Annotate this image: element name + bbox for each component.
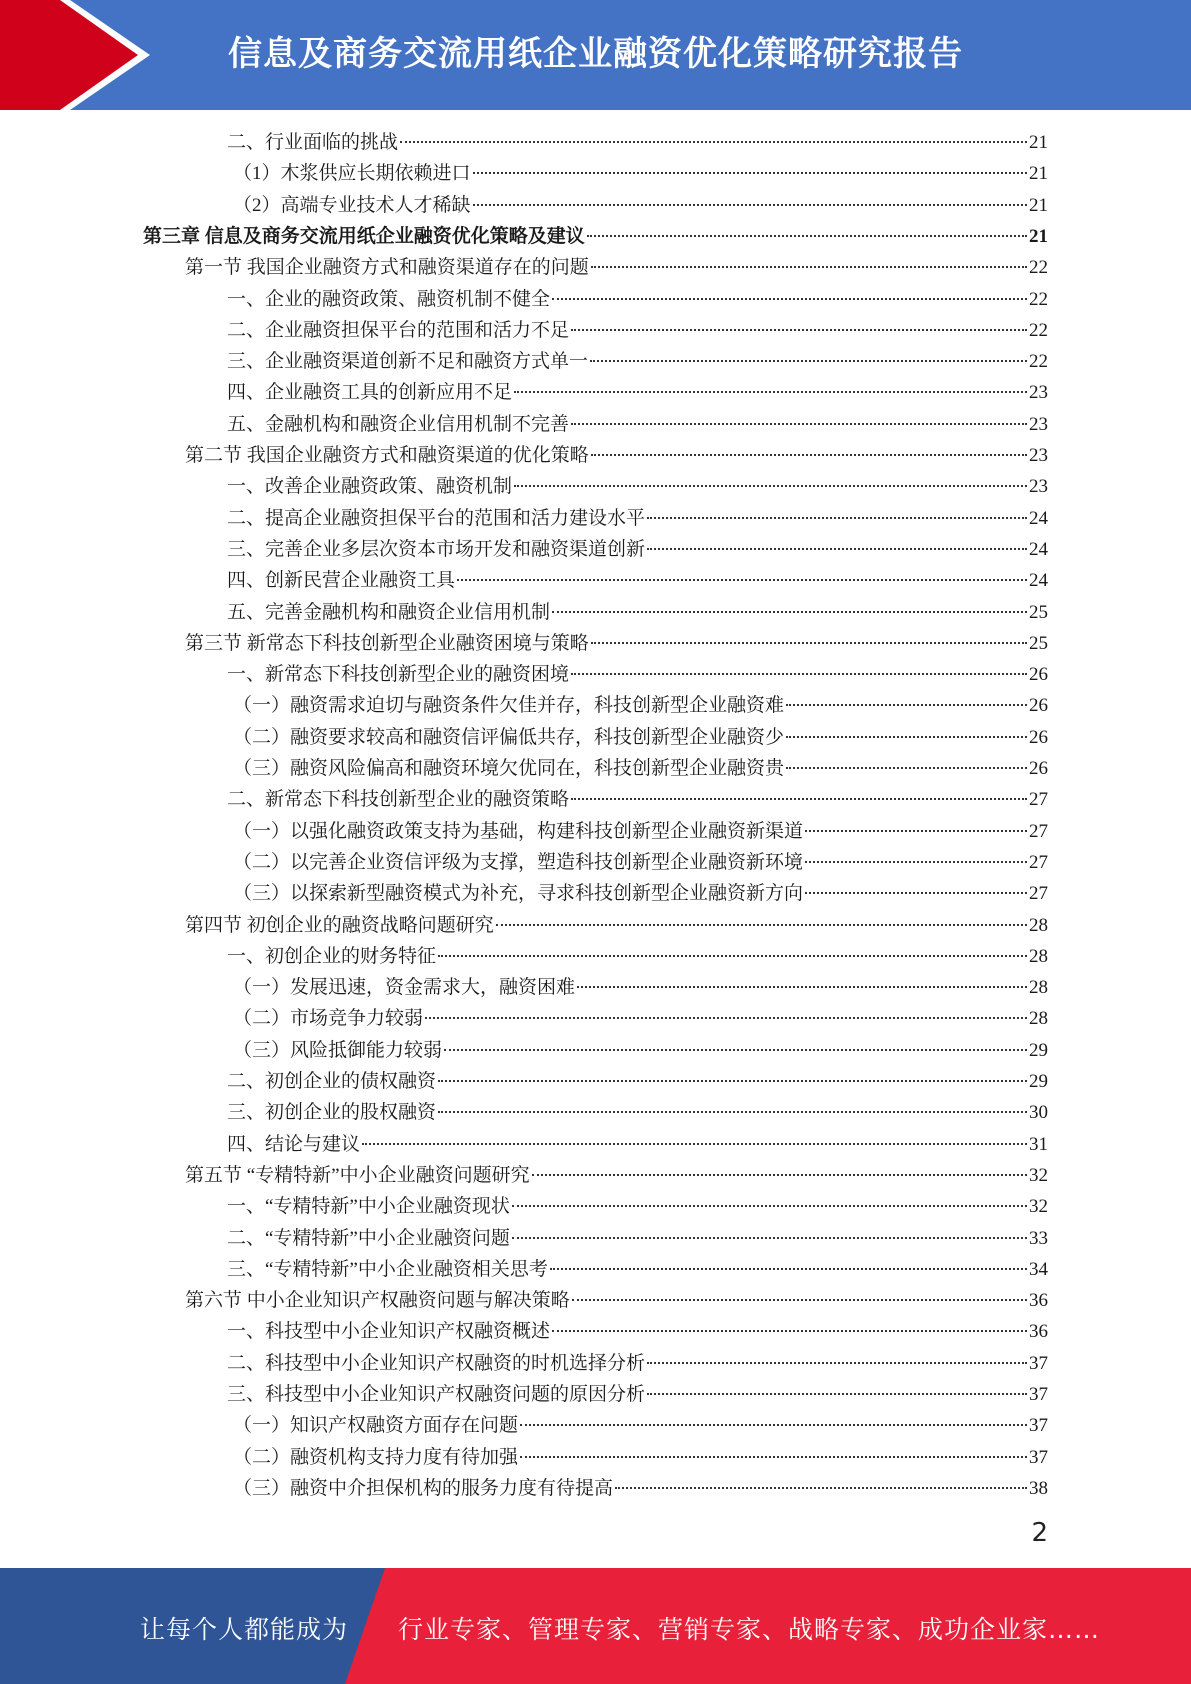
toc-entry-page: 26 <box>1029 695 1048 717</box>
toc-dot-leader <box>591 266 1027 268</box>
toc-entry-page: 26 <box>1029 664 1048 686</box>
toc-dot-leader <box>550 1268 1027 1270</box>
toc-dot-leader <box>591 642 1027 644</box>
toc-entry-title: （1）木浆供应长期依赖进口 <box>233 163 471 185</box>
toc-dot-leader <box>438 1111 1027 1113</box>
toc-dot-leader <box>786 704 1027 706</box>
toc-entry-title: （一）融资需求迫切与融资条件欠佳并存，科技创新型企业融资难 <box>233 695 785 717</box>
toc-entry-title: 三、完善企业多层次资本市场开发和融资渠道创新 <box>227 538 646 560</box>
toc-entry[interactable] <box>233 878 1048 909</box>
toc-entry-title: （2）高端专业技术人才稀缺 <box>233 194 471 216</box>
toc-entry[interactable] <box>227 597 1048 628</box>
toc-entry-page: 37 <box>1029 1415 1048 1437</box>
toc-entry-page: 27 <box>1029 820 1048 842</box>
toc-entry-page: 34 <box>1029 1258 1048 1280</box>
toc-entry-page: 27 <box>1029 851 1048 873</box>
toc-entry-title: （二）以完善企业资信评级为支撑，塑造科技创新型企业融资新环境 <box>233 851 804 873</box>
toc-entry[interactable] <box>227 503 1048 534</box>
toc-entry[interactable] <box>233 816 1048 847</box>
toc-entry-page: 21 <box>1029 163 1048 185</box>
toc-entry[interactable] <box>227 784 1048 815</box>
toc-entry-title: 第三章 信息及商务交流用纸企业融资优化策略及建议 <box>143 225 585 247</box>
toc-entry-title: 二、科技型中小企业知识产权融资的时机选择分析 <box>227 1352 646 1374</box>
toc-dot-leader <box>425 1017 1027 1019</box>
toc-entry-page: 28 <box>1029 945 1048 967</box>
toc-entry[interactable] <box>227 1191 1048 1222</box>
toc-dot-leader <box>552 298 1027 300</box>
toc-entry-page: 21 <box>1029 132 1048 153</box>
toc-entry-title: 第三节 新常态下科技创新型企业融资困境与策略 <box>185 632 589 654</box>
toc-entry-title: （二）融资要求较高和融资信评偏低共存，科技创新型企业融资少 <box>233 726 785 748</box>
toc-dot-leader <box>514 391 1027 393</box>
footer-slogan-left: 让每个人都能成为 <box>140 1615 349 1644</box>
toc-entry-title: （一）以强化融资政策支持为基础，构建科技创新型企业融资新渠道 <box>233 820 804 842</box>
toc-entry-title: 二、提高企业融资担保平台的范围和活力建设水平 <box>227 507 646 529</box>
toc-entry[interactable] <box>233 753 1048 784</box>
toc-entry-title: （一）发展迅速，资金需求大，融资困难 <box>233 977 576 999</box>
toc-entry-title: （二）融资机构支持力度有待加强 <box>233 1446 519 1468</box>
toc-entry-title: （三）融资风险偏高和融资环境欠优同在，科技创新型企业融资贵 <box>233 758 785 779</box>
toc-entry[interactable] <box>233 1473 1048 1504</box>
toc-entry-title: 一、初创企业的财务特征 <box>227 945 437 967</box>
toc-entry-page: 22 <box>1029 351 1048 373</box>
toc-entry-page: 22 <box>1029 288 1048 310</box>
toc-entry-page: 29 <box>1029 1039 1048 1061</box>
toc-entry[interactable] <box>227 941 1048 972</box>
toc-dot-leader <box>786 736 1027 738</box>
toc-entry-title: 第一节 我国企业融资方式和融资渠道存在的问题 <box>185 257 589 279</box>
toc-entry-page: 21 <box>1029 194 1048 216</box>
toc-entry-title: 五、金融机构和融资企业信用机制不完善 <box>227 413 570 435</box>
toc-entry-title: 四、创新民营企业融资工具 <box>227 570 456 592</box>
toc-entry[interactable] <box>185 1160 1048 1191</box>
toc-entry[interactable] <box>143 221 1048 252</box>
toc-dot-leader <box>473 172 1027 174</box>
toc-dot-leader <box>572 1299 1027 1301</box>
toc-dot-leader <box>786 767 1027 769</box>
toc-dot-leader <box>805 830 1027 832</box>
toc-entry-page: 31 <box>1029 1133 1048 1155</box>
toc-entry[interactable] <box>227 377 1048 408</box>
toc-entry[interactable] <box>233 847 1048 878</box>
toc-entry[interactable] <box>233 1410 1048 1441</box>
toc-entry[interactable] <box>227 1316 1048 1347</box>
toc-entry[interactable] <box>227 1129 1048 1160</box>
toc-dot-leader <box>590 360 1027 362</box>
toc-dot-leader <box>805 892 1027 894</box>
toc-dot-leader <box>520 1456 1027 1458</box>
toc-entry-page: 38 <box>1029 1477 1048 1499</box>
page-number: 2 <box>1031 1518 1048 1548</box>
toc-entry[interactable] <box>227 1254 1048 1285</box>
toc-entry-title: （三）风险抵御能力较弱 <box>233 1039 443 1061</box>
toc-entry[interactable] <box>227 346 1048 377</box>
page-header <box>0 0 1191 110</box>
toc-dot-leader <box>444 1049 1027 1051</box>
page-footer <box>0 1568 1191 1684</box>
toc-entry-page: 33 <box>1029 1227 1048 1249</box>
toc-entry-page: 24 <box>1029 507 1048 529</box>
toc-entry-page: 28 <box>1029 977 1048 999</box>
toc-entry-title: 一、科技型中小企业知识产权融资概述 <box>227 1321 551 1343</box>
toc-entry-title: 五、完善金融机构和融资企业信用机制 <box>227 601 551 623</box>
toc-entry-page: 26 <box>1029 758 1048 779</box>
toc-entry-page: 37 <box>1029 1446 1048 1468</box>
toc-dot-leader <box>532 1174 1027 1176</box>
toc-entry[interactable] <box>233 1003 1048 1034</box>
toc-entry-page: 22 <box>1029 319 1048 341</box>
toc-entry[interactable] <box>233 190 1048 221</box>
toc-dot-leader <box>571 329 1027 331</box>
toc-dot-leader <box>457 579 1027 581</box>
toc-entry-title: 三、“专精特新”中小企业融资相关思考 <box>227 1258 548 1280</box>
toc-entry-page: 36 <box>1029 1290 1048 1312</box>
toc-entry-page: 26 <box>1029 726 1048 748</box>
toc-entry-title: 第二节 我国企业融资方式和融资渠道的优化策略 <box>185 445 589 466</box>
toc-entry-page: 32 <box>1029 1164 1048 1186</box>
toc-dot-leader <box>647 1393 1027 1395</box>
toc-entry[interactable] <box>227 127 1048 158</box>
toc-entry[interactable] <box>227 659 1048 690</box>
toc-dot-leader <box>473 204 1027 206</box>
toc-entry-page: 30 <box>1029 1102 1048 1124</box>
toc-entry[interactable] <box>233 690 1048 721</box>
toc-dot-leader <box>571 423 1027 425</box>
toc-entry-title: 二、企业融资担保平台的范围和活力不足 <box>227 319 570 341</box>
toc-dot-leader <box>552 611 1027 613</box>
toc-entry[interactable] <box>185 440 1048 471</box>
toc-entry-title: 二、行业面临的挑战 <box>227 132 399 153</box>
toc-entry[interactable] <box>227 1066 1048 1097</box>
toc-entry-page: 24 <box>1029 570 1048 592</box>
toc-entry-page: 23 <box>1029 413 1048 435</box>
toc-entry[interactable] <box>233 158 1048 189</box>
toc-entry-title: 一、新常态下科技创新型企业的融资困境 <box>227 664 570 686</box>
toc-entry-title: 一、企业的融资政策、融资机制不健全 <box>227 288 551 310</box>
toc-dot-leader <box>647 517 1027 519</box>
toc-entry-title: 第六节 中小企业知识产权融资问题与解决策略 <box>185 1290 570 1312</box>
toc-entry-page: 27 <box>1029 789 1048 811</box>
toc-dot-leader <box>647 1362 1027 1364</box>
toc-entry-page: 23 <box>1029 445 1048 466</box>
toc-dot-leader <box>438 1080 1027 1082</box>
toc-entry-page: 27 <box>1029 883 1048 905</box>
toc-entry-title: （二）市场竞争力较弱 <box>233 1008 424 1030</box>
toc-entry[interactable] <box>185 910 1048 941</box>
toc-entry[interactable] <box>227 284 1048 315</box>
toc-dot-leader <box>520 1424 1027 1426</box>
toc-entry-title: 二、初创企业的债权融资 <box>227 1071 437 1092</box>
toc-entry[interactable] <box>185 1285 1048 1316</box>
toc-entry-title: 二、“专精特新”中小企业融资问题 <box>227 1227 510 1249</box>
toc-entry[interactable] <box>227 1348 1048 1379</box>
toc-entry-title: 三、初创企业的股权融资 <box>227 1102 437 1124</box>
toc-entry-page: 37 <box>1029 1384 1048 1405</box>
toc-dot-leader <box>400 141 1027 143</box>
toc-entry[interactable] <box>227 315 1048 346</box>
toc-entry-title: （三）融资中介担保机构的服务力度有待提高 <box>233 1477 614 1499</box>
toc-entry-title: 四、结论与建议 <box>227 1133 361 1155</box>
toc-entry[interactable] <box>227 1097 1048 1128</box>
toc-entry-title: （三）以探索新型融资模式为补充，寻求科技创新型企业融资新方向 <box>233 883 804 905</box>
toc-entry-page: 24 <box>1029 538 1048 560</box>
toc-dot-leader <box>552 1330 1027 1332</box>
toc-dot-leader <box>512 1237 1027 1239</box>
toc-dot-leader <box>514 485 1027 487</box>
toc-entry-page: 22 <box>1029 257 1048 279</box>
toc-entry[interactable] <box>185 628 1048 659</box>
toc-entry[interactable] <box>227 534 1048 565</box>
toc-dot-leader <box>591 454 1027 456</box>
toc-entry-page: 28 <box>1029 914 1048 936</box>
toc-entry[interactable] <box>233 1035 1048 1066</box>
toc-entry-title: 二、新常态下科技创新型企业的融资策略 <box>227 789 570 811</box>
toc-entry-title: 第五节 “专精特新”中小企业融资问题研究 <box>185 1164 530 1186</box>
toc-dot-leader <box>496 924 1027 926</box>
toc-dot-leader <box>647 548 1027 550</box>
toc-entry-page: 36 <box>1029 1321 1048 1343</box>
toc-dot-leader <box>512 1205 1027 1207</box>
toc-entry-title: 一、“专精特新”中小企业融资现状 <box>227 1196 510 1218</box>
toc-entry-page: 29 <box>1029 1071 1048 1092</box>
toc-entry[interactable] <box>185 252 1048 283</box>
toc-entry-title: （一）知识产权融资方面存在问题 <box>233 1415 519 1437</box>
toc-entry-title: 一、改善企业融资政策、融资机制 <box>227 476 513 498</box>
toc-entry[interactable] <box>227 565 1048 596</box>
toc-dot-leader <box>805 861 1027 863</box>
toc-entry-title: 第四节 初创企业的融资战略问题研究 <box>185 914 494 936</box>
toc-entry-page: 25 <box>1029 601 1048 623</box>
toc-entry-page: 28 <box>1029 1008 1048 1030</box>
toc-entry[interactable] <box>233 1442 1048 1473</box>
toc-entry[interactable] <box>227 1223 1048 1254</box>
toc-entry[interactable] <box>227 471 1048 502</box>
toc-entry-page: 21 <box>1029 225 1048 247</box>
toc-dot-leader <box>587 235 1027 237</box>
toc-dot-leader <box>438 955 1027 957</box>
toc-entry-page: 23 <box>1029 382 1048 404</box>
toc-dot-leader <box>571 673 1027 675</box>
toc-entry-title: 四、企业融资工具的创新应用不足 <box>227 382 513 404</box>
toc-dot-leader <box>362 1143 1027 1145</box>
footer-slogan-right: 行业专家、管理专家、营销专家、战略专家、成功企业家…… <box>398 1615 1101 1644</box>
toc-entry-page: 32 <box>1029 1196 1048 1218</box>
toc-entry-title: 三、科技型中小企业知识产权融资问题的原因分析 <box>227 1384 646 1405</box>
toc-entry-page: 37 <box>1029 1352 1048 1374</box>
toc-dot-leader <box>577 986 1027 988</box>
report-title: 信息及商务交流用纸企业融资优化策略研究报告 <box>228 34 963 74</box>
toc-entry[interactable] <box>233 722 1048 753</box>
toc-entry-page: 25 <box>1029 632 1048 654</box>
toc-dot-leader <box>615 1487 1027 1489</box>
toc-entry[interactable] <box>227 1379 1048 1410</box>
toc-entry-title: 三、企业融资渠道创新不足和融资方式单一 <box>227 351 589 373</box>
toc-entry[interactable] <box>233 972 1048 1003</box>
toc-entry-page: 23 <box>1029 476 1048 498</box>
toc-entry[interactable] <box>227 409 1048 440</box>
toc-dot-leader <box>571 798 1027 800</box>
